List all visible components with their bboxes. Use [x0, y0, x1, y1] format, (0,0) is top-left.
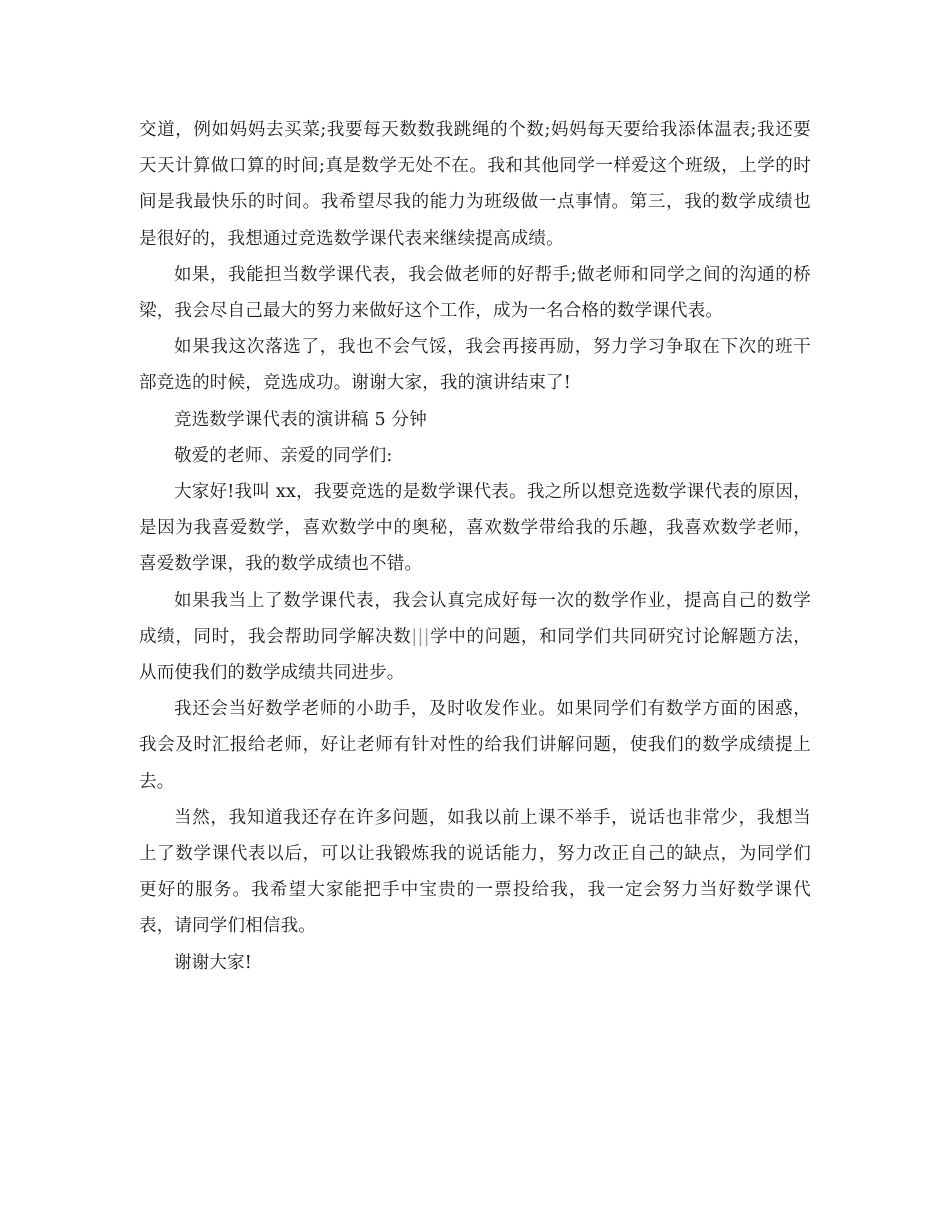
speech-title: 竞选数学课代表的演讲稿 5 分钟 [174, 409, 427, 430]
paragraph-commitment: 如果，我能担当数学课代表，我会做老师的好帮手;做老师和同学之间的沟通的桥梁，我会尽自己最大的努力来做好这个工作，成为一名合格的数学课代表。 [139, 264, 811, 322]
paragraph-duties-text-before: 如果我当上了数学课代表，我会认真完成好每一次的数学作业，提高自己的数学成绩，同时，我会帮助同学解决数 [139, 590, 811, 647]
speech-greeting: 敬爱的老师、亲爱的同学们: [174, 445, 393, 466]
speech-closing: 谢谢大家! [174, 952, 253, 973]
paragraph-if-not-elected: 如果我这次落选了，我也不会气馁，我会再接再励，努力学习争取在下次的班干部竞选的时候，竞选成功。谢谢大家，我的演讲结束了! [139, 337, 811, 394]
paragraph-self-improvement: 当然，我知道我还存在许多问题，如我以前上课不举手，说话也非常少，我想当上了数学课代表以后，可以让我锻炼我的说话能力，努力改正自己的缺点，为同学们更好的服务。我希望大家能把手中宝贵的一票投给我，我一定会努力当好数学课代表，请同学们相信我。 [139, 807, 811, 937]
paragraph-continuation: 交道，例如妈妈去买菜;我要每天数数我跳绳的个数;妈妈每天要给我添体温表;我还要天天计算做口算的时间;真是数学无处不在。我和其他同学一样爱这个班级，上学的时间是我最快乐的时间。我希望尽我的能力为班级做一点事情。第三，我的数学成绩也是很好的，我想通过竞选数学课代表来继续提高成绩。 [139, 120, 811, 249]
paragraph-duties [139, 583, 811, 692]
paragraph-assistant: 我还会当好数学老师的小助手，及时收发作业。如果同学们有数学方面的困惑，我会及时汇报给老师，好让老师有针对性的给我们讲解问题，使我们的数学成绩提上去。 [139, 699, 811, 792]
paragraph-duties-text-after: 学中的问题，和同学们共同研究讨论解题方法，从而使我们的数学成绩共同进步。 [139, 626, 811, 684]
vertical-bar-marks: ||| [411, 626, 430, 647]
document-page [139, 112, 811, 981]
paragraph-introduction: 大家好!我叫 xx，我要竞选的是数学课代表。我之所以想竞选数学课代表的原因，是因为我喜爱数学，喜欢数学中的奥秘，喜欢数学带给我的乐趣，我喜欢数学老师，喜爱数学课，我的数学成绩也不错。 [139, 482, 811, 575]
